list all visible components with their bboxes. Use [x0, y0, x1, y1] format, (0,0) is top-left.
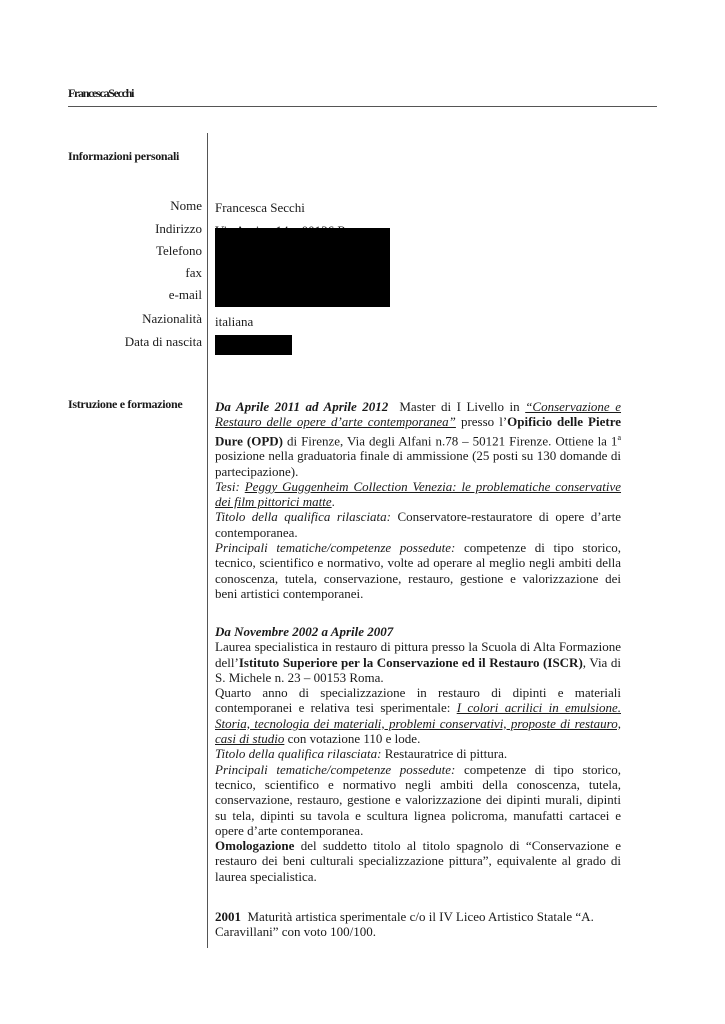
- homologation-label: Omologazione: [215, 838, 295, 854]
- institution-name: Istituto Superiore per la Conservazione ed il Restauro (ISCR): [238, 654, 583, 670]
- thesis-title: Peggy Guggenheim Collection Venezia: le problematiche conservative dei film pittorici matte: [215, 478, 622, 510]
- label-fax: fax: [185, 265, 202, 280]
- redaction-birthdate: [215, 335, 292, 355]
- institution-name: Opificio delle Pietre Dure (OPD): [215, 414, 621, 448]
- section-title-education: Istruzione e formazione: [68, 397, 183, 411]
- course-title: “Conservazione e Restauro delle opere d’arte contemporanea”: [215, 399, 622, 430]
- competences-label: Principali tematiche/competenze possedute:: [215, 761, 456, 777]
- entry-text: Quarto anno di specializzazione in restauro di dipinti e materiali contemporanei e relativa tesi sperimentale:: [215, 685, 621, 716]
- competences-value: competenze di tipo storico, tecnico, scientifico e normativo negli ambiti della conoscenza, tutela, conservazione, restauro, gestione e valorizzazione dei dipinti murali, dipinti su tela, dipinti su tavola e scultura lignea policroma, manufatti cartacei e opere d’arte contemporanea.: [215, 761, 621, 838]
- education-entry-laurea: [215, 624, 621, 884]
- label-indirizzo: Indirizzo: [155, 221, 202, 236]
- entry-date: Da Aprile 2011 ad Aprile 2012: [215, 399, 389, 414]
- entry-text: presso l’: [455, 414, 508, 430]
- education-entry-master: [215, 399, 621, 601]
- value-nome: Francesca Secchi: [215, 200, 305, 215]
- qualification-value: Conservatore-restauratore di opere d’arte contemporanea.: [215, 509, 622, 540]
- label-nome: Nome: [170, 198, 202, 213]
- entry-year: 2001: [215, 909, 241, 924]
- entry-text: .: [331, 494, 335, 510]
- entry-text: Maturità artistica sperimentale c/o il IV Liceo Artistico Statale “A. Caravillani” con voto 100/100.: [215, 909, 598, 940]
- label-nazionalita: Nazionalità: [142, 311, 202, 326]
- qualification-label: Titolo della qualifica rilasciata:: [215, 746, 382, 762]
- entry-text: , Via di S. Michele n. 23 – 00153 Roma.: [215, 654, 621, 685]
- entry-text: posizione nella graduatoria finale di ammissione (25 posti su 130 domande di partecipazione).: [215, 448, 621, 479]
- entry-text: Master di I Livello in: [399, 399, 526, 414]
- entry-date: Da Novembre 2002 a Aprile 2007: [215, 624, 394, 639]
- thesis-label: Tesi:: [215, 478, 240, 494]
- homologation-value: del suddetto titolo al titolo spagnolo di “Conservazione e restauro dei beni culturali specializzazione pittura”, equivalente al grado di laurea specialistica.: [215, 838, 621, 884]
- qualification-label: Titolo della qualifica rilasciata:: [215, 509, 392, 525]
- label-data-nascita: Data di nascita: [124, 334, 202, 349]
- header-rule: [68, 106, 657, 107]
- section-title-personal: Informazioni personali: [68, 149, 180, 163]
- column-divider: [207, 133, 208, 948]
- qualification-value: Restauratrice di pittura.: [381, 746, 508, 762]
- ordinal-superscript: a: [617, 432, 621, 442]
- thesis-title: I colori acrilici in emulsione. Storia, tecnologia dei materiali, problemi conservativi, proposte di restauro, casi di studio: [215, 700, 621, 747]
- education-entry-maturita: [215, 909, 621, 940]
- competences-value: competenze di tipo storico, tecnico, scientifico e normativo, volte ad operare al meglio negli ambiti della conoscenza, tutela, conservazione, restauro, gestione e valorizzazione dei beni artistici contemporanei.: [215, 540, 621, 601]
- entry-text: di Firenze, Via degli Alfani n.78 – 50121 Firenze. Ottiene la 1: [283, 432, 618, 448]
- competences-label: Principali tematiche/competenze possedute:: [215, 540, 456, 555]
- value-nazionalita: italiana: [215, 314, 254, 329]
- label-email: e-mail: [168, 287, 202, 302]
- header-name: FrancescaSecchi: [68, 86, 134, 100]
- redaction-contact-block: [215, 228, 390, 307]
- entry-text: con votazione 110 e lode.: [284, 731, 421, 747]
- label-telefono: Telefono: [155, 243, 202, 258]
- entry-text: Laurea specialistica in restauro di pittura presso la Scuola di Alta Formazione dell’: [215, 639, 621, 670]
